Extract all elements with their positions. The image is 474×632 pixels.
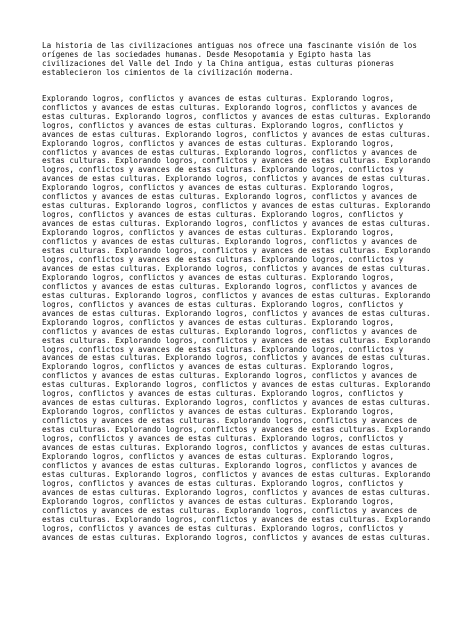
document-page [42, 42, 438, 542]
body-paragraph: Explorando logros, conflictos y avances de estas culturas. Explorando logros, conflictos y avances de estas culturas. Explorando logros, conflictos y avances de estas culturas. Explorando logros, conflictos y avances de estas culturas. Explorando logros, conflictos y avances de estas culturas. Explorando logros, conflictos y avances de estas culturas. Explorando logros, conflictos y avances de estas culturas. Explorando logros, conflictos y avances de estas culturas. Explorando logros, conflictos y avances de estas culturas. Explorando logros, conflictos y avances de estas culturas. Explorando logros, conflictos y avances de estas culturas. Explorando logros, conflictos y avances de estas culturas. Explorando logros, conflictos y avances de estas culturas. Explorando logros, conflictos y avances de estas culturas. Explorando logros, conflictos y avances de estas culturas. Explorando logros, conflictos y avances de estas culturas. Explorando logros, conflictos y avances de estas culturas. Explorando logros, conflictos y avances de estas culturas. Explorando logros, conflictos y avances de estas culturas. Explorando logros, conflictos y avances de estas culturas. Explorando logros, conflictos y avances de estas culturas. Explorando logros, conflictos y avances de estas culturas. Explorando logros, conflictos y avances de estas culturas. Explorando logros, conflictos y avances de estas culturas. Explorando logros, conflictos y avances de estas culturas. Explorando logros, conflictos y avances de estas culturas. Explorando logros, conflictos y avances de estas culturas. Explorando logros, conflictos y avances de estas culturas. Explorando logros, conflictos y avances de estas culturas. Explorando logros, conflictos y avances de estas culturas. Explorando logros, conflictos y avances de estas culturas. Explorando logros, conflictos y avances de estas culturas. Explorando logros, conflictos y avances de estas culturas. Explorando logros, conflictos y avances de estas culturas. Explorando logros, conflictos y avances de estas culturas. Explorando logros, conflictos y avances de estas culturas. Explorando logros, conflictos y avances de estas culturas. Explorando logros, conflictos y avances de estas culturas. Explorando logros, conflictos y avances de estas culturas. Explorando logros, conflictos y avances de estas culturas. Explorando logros, conflictos y avances de estas culturas. Explorando logros, conflictos y avances de estas culturas. Explorando logros, conflictos y avances de estas culturas. Explorando logros, conflictos y avances de estas culturas. Explorando logros, conflictos y avances de estas culturas. Explorando logros, conflictos y avances de estas culturas. Explorando logros, conflictos y avances de estas culturas. Explorando logros, conflictos y avances de estas culturas. Explorando logros, conflictos y avances de estas culturas. Explorando logros, conflictos y avances de estas culturas. Explorando logros, conflictos y avances de estas culturas. Explorando logros, conflictos y avances de estas culturas. Explorando logros, conflictos y avances de estas culturas. Explorando logros, conflictos y avances de estas culturas. Explorando logros, conflictos y avances de estas culturas. Explorando logros, conflictos y avances de estas culturas. Explorando logros, conflictos y avances de estas culturas. Explorando logros, conflictos y avances de estas culturas. Explorando logros, conflictos y avances de estas culturas. Explorando logros, conflictos y avances de estas culturas. Explorando logros, conflictos y avances de estas culturas. Explorando logros, conflictos y avances de estas culturas. Explorando logros, conflictos y avances de estas culturas. Explorando logros, conflictos y avances de estas culturas. Explorando logros, conflictos y avances de estas culturas. Explorando logros, conflictos y avances de estas culturas. Explorando logros, conflictos y avances de estas culturas. Explorando logros, conflictos y avances de estas culturas. Explorando logros, conflictos y avances de estas culturas. Explorando logros, conflictos y avances de estas culturas. [42, 93, 431, 542]
paragraph-spacer [42, 78, 438, 95]
intro-paragraph: La historia de las civilizaciones antiguas nos ofrece una fascinante visión de los orígenes de las sociedades humanas. Desde Mesopotamia y Egipto hasta las civilizaciones del Valle del Indo y la China antigua, estas culturas pioneras establecieron los cimientos de la civilización moderna. [42, 41, 417, 77]
